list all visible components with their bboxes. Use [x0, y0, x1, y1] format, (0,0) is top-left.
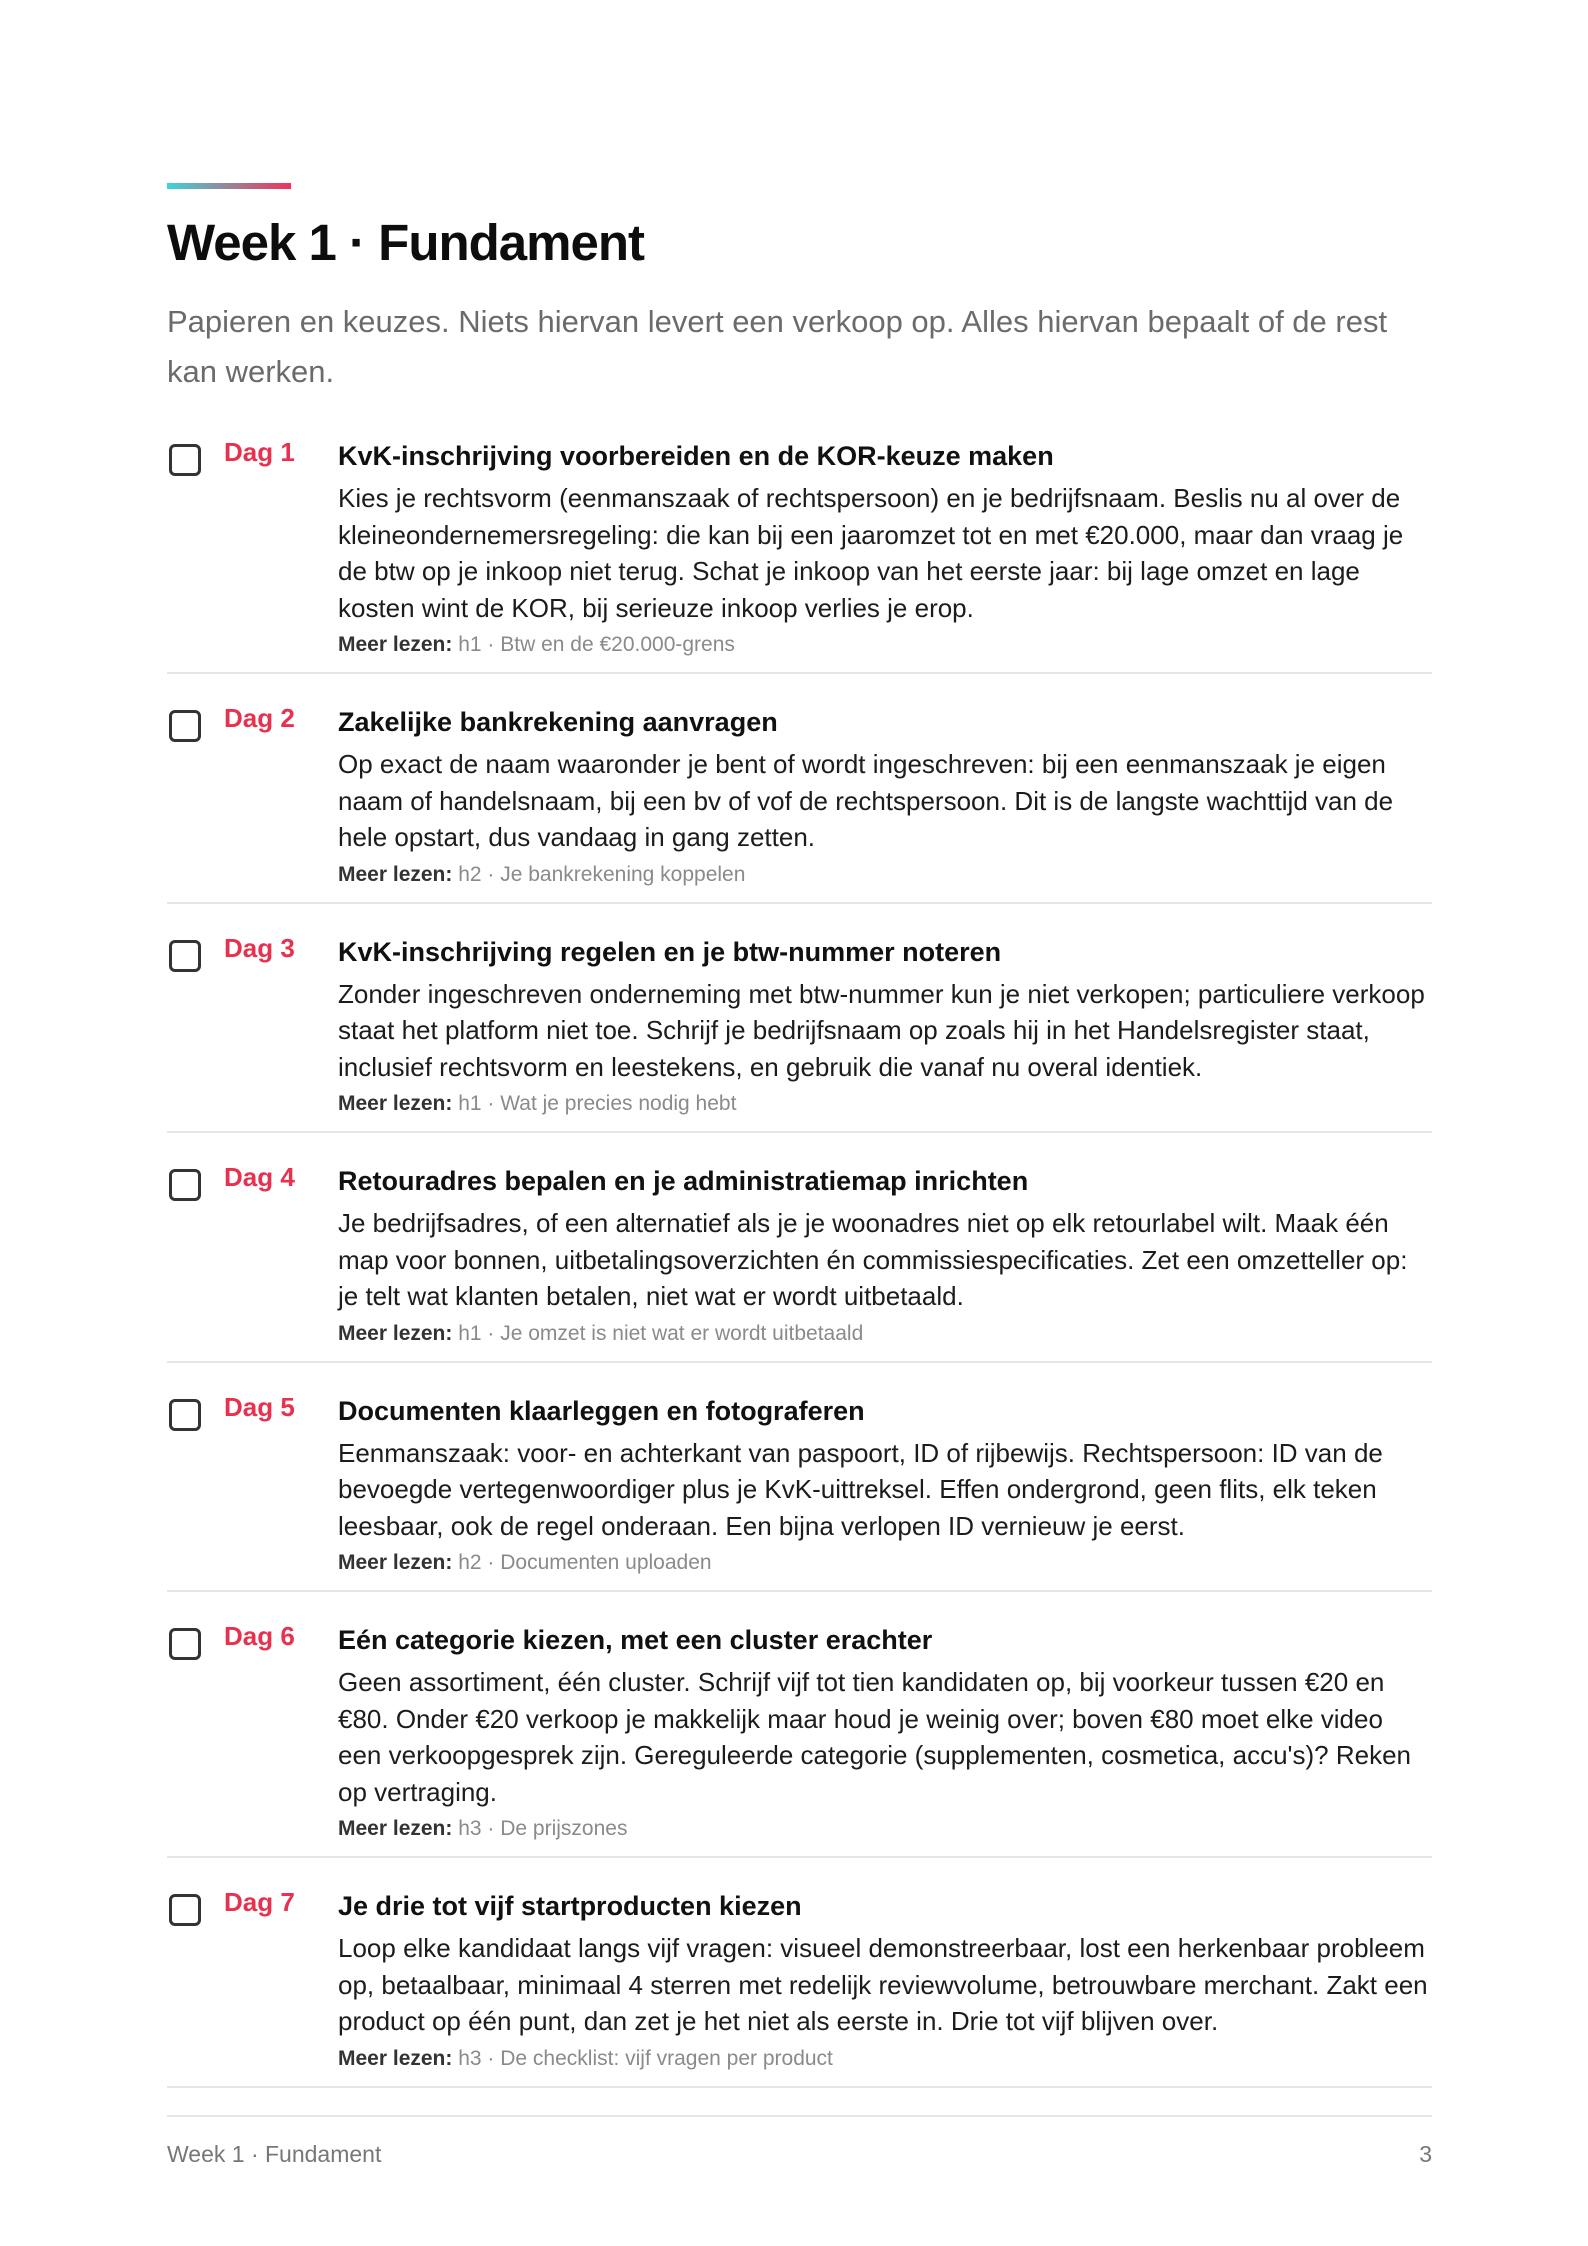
page-number: 3 — [1419, 2141, 1432, 2167]
day-label: Dag 1 — [224, 437, 295, 467]
day-heading: Eén categorie kiezen, met een cluster erachter — [338, 1625, 933, 1655]
read-more-ref: h2 · Je bankrekening koppelen — [458, 862, 746, 886]
read-more-ref: h1 · Wat je precies nodig hebt — [458, 1092, 737, 1115]
day-heading: Documenten klaarleggen en fotograferen — [338, 1395, 865, 1426]
day-item-3 — [167, 926, 1432, 1134]
read-more-label: Meer lezen: — [338, 1817, 453, 1840]
day-item-4 — [167, 1155, 1432, 1363]
read-more-label: Meer lezen: — [338, 1321, 453, 1345]
day-item-6 — [167, 1614, 1432, 1858]
checkbox[interactable] — [169, 1628, 201, 1660]
day-list — [167, 430, 1432, 2110]
day-heading: Retouradres bepalen en je administratiemap inrichten — [338, 1166, 1029, 1196]
footer-title: Week 1 · Fundament — [167, 2141, 382, 2167]
read-more — [338, 860, 1432, 890]
footer-divider — [167, 2115, 1432, 2117]
read-more-ref: h3 · De checklist: vijf vragen per product — [458, 2046, 833, 2070]
page-subtitle: Papieren en keuzes. Niets hiervan levert een verkoop op. Alles hiervan bepaalt of de rest kan werken. — [167, 304, 1388, 389]
read-more-label: Meer lezen: — [338, 862, 453, 886]
accent-bar — [167, 183, 291, 189]
checkbox[interactable] — [169, 1894, 201, 1926]
day-body: Je bedrijfsadres, of een alternatief als je je woonadres niet op elk retourlabel wilt. Maak één map voor bonnen, uitbetalingsoverzichten én commissiespecificaties. Zet een omzetteller op: je telt wat klanten betalen, niet wat er wordt uitbetaald. — [338, 1208, 1408, 1311]
day-label: Dag 5 — [224, 1391, 295, 1422]
read-more-label: Meer lezen: — [338, 1092, 453, 1115]
day-label: Dag 4 — [224, 1162, 295, 1192]
read-more-ref: h1 · Je omzet is niet wat er wordt uitbetaald — [458, 1321, 864, 1345]
read-more-label: Meer lezen: — [338, 2046, 453, 2070]
read-more — [338, 630, 1432, 660]
day-item-1 — [167, 430, 1432, 674]
checkbox[interactable] — [169, 710, 201, 742]
read-more — [338, 1548, 1432, 1578]
day-body: Op exact de naam waaronder je bent of wordt ingeschreven: bij een eenmanszaak je eigen naam of handelsnaam, bij een bv of vof de rechtspersoon. Dit is de langste wachttijd van de hele opstart, dus vandaag in gang zetten. — [338, 749, 1394, 852]
day-label: Dag 7 — [224, 1887, 295, 1917]
day-heading: KvK-inschrijving voorbereiden en de KOR-keuze maken — [338, 441, 1054, 471]
read-more-ref: h2 · Documenten uploaden — [458, 1551, 712, 1574]
read-more-ref: h3 · De prijszones — [458, 1817, 628, 1840]
checkbox[interactable] — [169, 1169, 201, 1201]
day-body: Zonder ingeschreven onderneming met btw-nummer kun je niet verkopen; particuliere verkoop staat het platform niet toe. Schrijf je bedrijfsnaam op zoals hij in het Handelsregister staat, inclusief rechtsvorm en leestekens, en gebruik die vanaf nu overal identiek. — [338, 978, 1425, 1082]
checkbox[interactable] — [169, 1399, 201, 1431]
day-label: Dag 6 — [224, 1621, 295, 1651]
day-label: Dag 3 — [224, 932, 295, 963]
read-more — [338, 2044, 1432, 2074]
day-item-7 — [167, 1880, 1432, 2088]
day-heading: Zakelijke bankrekening aanvragen — [338, 707, 778, 737]
day-body: Kies je rechtsvorm (eenmanszaak of rechtspersoon) en je bedrijfsnaam. Beslis nu al over de kleineondernemersregeling: die kan bij een jaaromzet tot en met €20.000, maar dan vraag je de btw op je inkoop niet terug. Schat je inkoop van het eerste jaar: bij lage omzet en lage kosten wint de KOR, bij serieuze inkoop verlies je erop. — [338, 483, 1404, 623]
day-item-5 — [167, 1385, 1432, 1593]
read-more-ref: h1 · Btw en de €20.000-grens — [458, 633, 735, 656]
read-more — [338, 1319, 1432, 1349]
read-more-label: Meer lezen: — [338, 633, 453, 656]
read-more — [338, 1814, 1432, 1844]
day-label: Dag 2 — [224, 703, 295, 733]
day-heading: Je drie tot vijf startproducten kiezen — [338, 1891, 802, 1921]
page-title: Week 1 · Fundament — [167, 214, 644, 271]
day-body: Geen assortiment, één cluster. Schrijf vijf tot tien kandidaten op, bij voorkeur tussen €20 en €80. Onder €20 verkoop je makkelijk maar houd je weinig over; boven €80 moet elke video een verkoopgesprek zijn. Gereguleerde categorie (supplementen, cosmetica, accu's)? Reken op vertraging. — [338, 1667, 1411, 1807]
read-more-label: Meer lezen: — [338, 1551, 453, 1574]
day-heading: KvK-inschrijving regelen en je btw-nummer noteren — [338, 936, 1002, 967]
checkbox[interactable] — [169, 444, 201, 476]
checkbox[interactable] — [169, 940, 201, 972]
day-body: Eenmanszaak: voor- en achterkant van paspoort, ID of rijbewijs. Rechtspersoon: ID van de bevoegde vertegenwoordiger plus je KvK-uittreksel. Effen ondergrond, geen flits, elk teken leesbaar, ook de regel onderaan. Een bijna verlopen ID vernieuw je eerst. — [338, 1437, 1383, 1541]
day-item-2 — [167, 696, 1432, 904]
day-body: Loop elke kandidaat langs vijf vragen: visueel demonstreerbaar, lost een herkenbaar probleem op, betaalbaar, minimaal 4 sterren met redelijk reviewvolume, betrouwbare merchant. Zakt een product op één punt, dan zet je het niet als eerste in. Drie tot vijf blijven over. — [338, 1933, 1428, 2036]
read-more — [338, 1089, 1432, 1119]
